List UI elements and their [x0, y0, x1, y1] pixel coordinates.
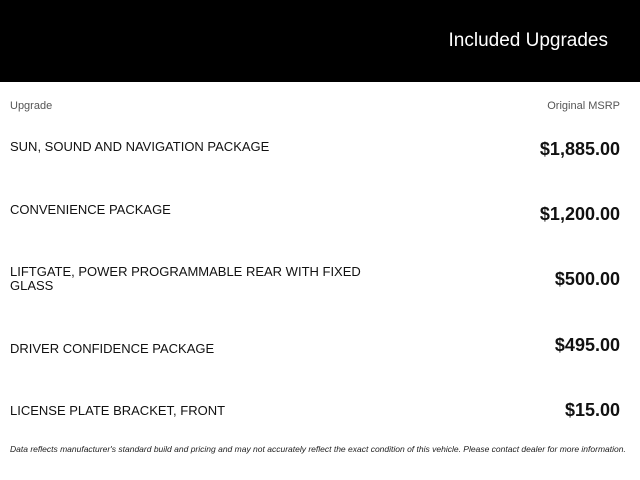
upgrade-name: LICENSE PLATE BRACKET, FRONT	[10, 403, 226, 418]
column-header-msrp: Original MSRP	[547, 100, 620, 112]
upgrade-price: $495.00	[554, 335, 620, 355]
disclaimer-text: Data reflects manufacturer's standard build and pricing and may not accurately reflect the exact condition of this vehicle. Please contact dealer for more information.	[10, 444, 626, 454]
upgrade-name: SUN, SOUND AND NAVIGATION PACKAGE	[10, 139, 270, 154]
upgrade-price: $1,200.00	[539, 204, 620, 224]
upgrade-price: $500.00	[554, 269, 620, 289]
upgrade-name: DRIVER CONFIDENCE PACKAGE	[10, 341, 215, 356]
upgrade-name: CONVENIENCE PACKAGE	[10, 202, 171, 217]
page-title: Included Upgrades	[448, 30, 608, 51]
header-bar	[0, 0, 640, 82]
upgrade-name: LIFTGATE, POWER PROGRAMMABLE REAR WITH FIXED GLASS	[10, 264, 361, 293]
upgrade-price: $1,885.00	[539, 139, 620, 159]
column-header-upgrade: Upgrade	[10, 100, 53, 112]
upgrade-price: $15.00	[564, 400, 620, 420]
